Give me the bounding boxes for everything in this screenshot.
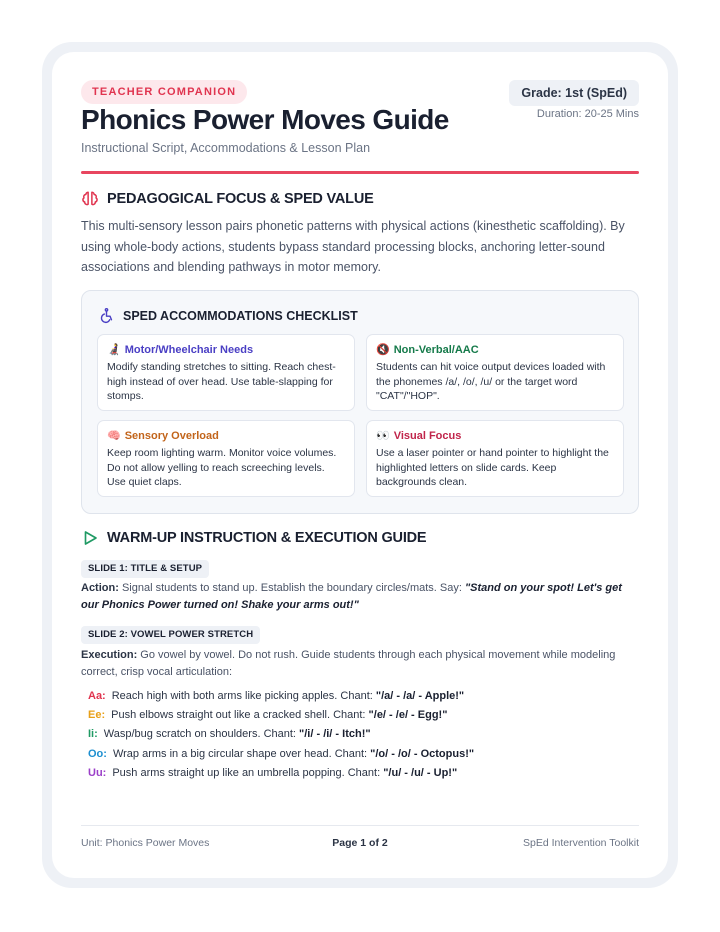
vowel-item-u: Uu: Push arms straight up like an umbrella popping. Chant: "/u/ - /u/ - Up!" xyxy=(88,767,458,779)
card-title: 🔇 Non-Verbal/AAC xyxy=(376,343,479,356)
card-body: Modify standing stretches to sitting. Reach chest-high instead of over head. Use table-slapping for stomps. xyxy=(107,361,336,402)
footer-divider xyxy=(81,825,639,826)
grade-badge: Grade: 1st (SpEd) xyxy=(509,80,639,106)
sped-heading-row xyxy=(98,307,358,324)
brain-emoji-icon: 🧠 xyxy=(107,430,121,442)
focus-heading: PEDAGOGICAL FOCUS & SPED VALUE xyxy=(107,191,374,207)
slide-1-tag: SLIDE 1: TITLE & SETUP xyxy=(81,560,209,578)
page-title: Phonics Power Moves Guide xyxy=(81,104,449,135)
accommodation-card-sensory xyxy=(97,420,355,497)
eyes-icon: 👀 xyxy=(376,430,390,442)
card-title: 👀 Visual Focus xyxy=(376,429,462,442)
warmup-heading: WARM-UP INSTRUCTION & EXECUTION GUIDE xyxy=(107,530,427,546)
card-title: 🧠 Sensory Overload xyxy=(107,429,219,442)
title-divider xyxy=(81,171,639,174)
warmup-heading-row xyxy=(81,529,426,547)
mute-icon: 🔇 xyxy=(376,344,390,356)
sped-accommodations-box xyxy=(81,290,639,514)
brain-icon xyxy=(81,190,99,208)
wheelchair-icon: 👩‍🦼 xyxy=(107,344,121,356)
footer-unit: Unit: Phonics Power Moves xyxy=(81,837,210,849)
slide-2-tag: SLIDE 2: VOWEL POWER STRETCH xyxy=(81,626,260,644)
sped-heading: SPED ACCOMMODATIONS CHECKLIST xyxy=(123,308,358,323)
vowel-item-e: Ee: Push elbows straight out like a cracked shell. Chant: "/e/ - /e/ - Egg!" xyxy=(88,709,448,721)
focus-heading-row xyxy=(81,190,374,208)
teacher-companion-badge: TEACHER COMPANION xyxy=(81,80,247,104)
accommodation-card-visual xyxy=(366,420,624,497)
footer-toolkit: SpEd Intervention Toolkit xyxy=(523,837,639,849)
accessibility-icon xyxy=(98,307,115,324)
card-body: Students can hit voice output devices loaded with the phonemes /a/, /o/, /u/ or the target word "CAT"/"HOP". xyxy=(376,361,606,402)
duration-label: Duration: 20-25 Mins xyxy=(536,108,639,120)
footer-page-number: Page 1 of 2 xyxy=(332,837,388,849)
accommodation-card-motor xyxy=(97,334,355,411)
card-body: Use a laser pointer or hand pointer to highlight the highlighted letters on slide cards. Keep backgrounds clean. xyxy=(376,447,609,488)
vowel-item-a: Aa: Reach high with both arms like picking apples. Chant: "/a/ - /a/ - Apple!" xyxy=(88,690,465,702)
document-page xyxy=(52,52,668,878)
accommodation-card-nonverbal xyxy=(366,334,624,411)
vowel-item-o: Oo: Wrap arms in a big circular shape over head. Chant: "/o/ - /o/ - Octopus!" xyxy=(88,748,475,760)
slide-1-instructions: Action: Signal students to stand up. Establish the boundary circles/mats. Say: "Stand on your spot! Let's get our Phonics Power turned on! Shake your arms out!" xyxy=(81,582,622,611)
play-icon xyxy=(81,529,99,547)
vowel-item-i: Ii: Wasp/bug scratch on shoulders. Chant: "/i/ - /i/ - Itch!" xyxy=(88,728,371,740)
page-subtitle: Instructional Script, Accommodations & Lesson Plan xyxy=(81,141,371,155)
focus-text: This multi-sensory lesson pairs phonetic patterns with physical actions (kinesthetic scaffolding). By using whole-body actions, students bypass standard processing blocks, anchoring letter-sound associations and blending pathways in motor memory. xyxy=(81,219,625,274)
card-title: 👩‍🦼 Motor/Wheelchair Needs xyxy=(107,343,254,356)
slide-2-instructions: Execution: Go vowel by vowel. Do not rush. Guide students through each physical movement while modeling correct, crisp vocal articulation: xyxy=(81,649,616,678)
card-body: Keep room lighting warm. Monitor voice volumes. Do not allow yelling to reach screeching levels. Use quiet claps. xyxy=(107,447,337,488)
